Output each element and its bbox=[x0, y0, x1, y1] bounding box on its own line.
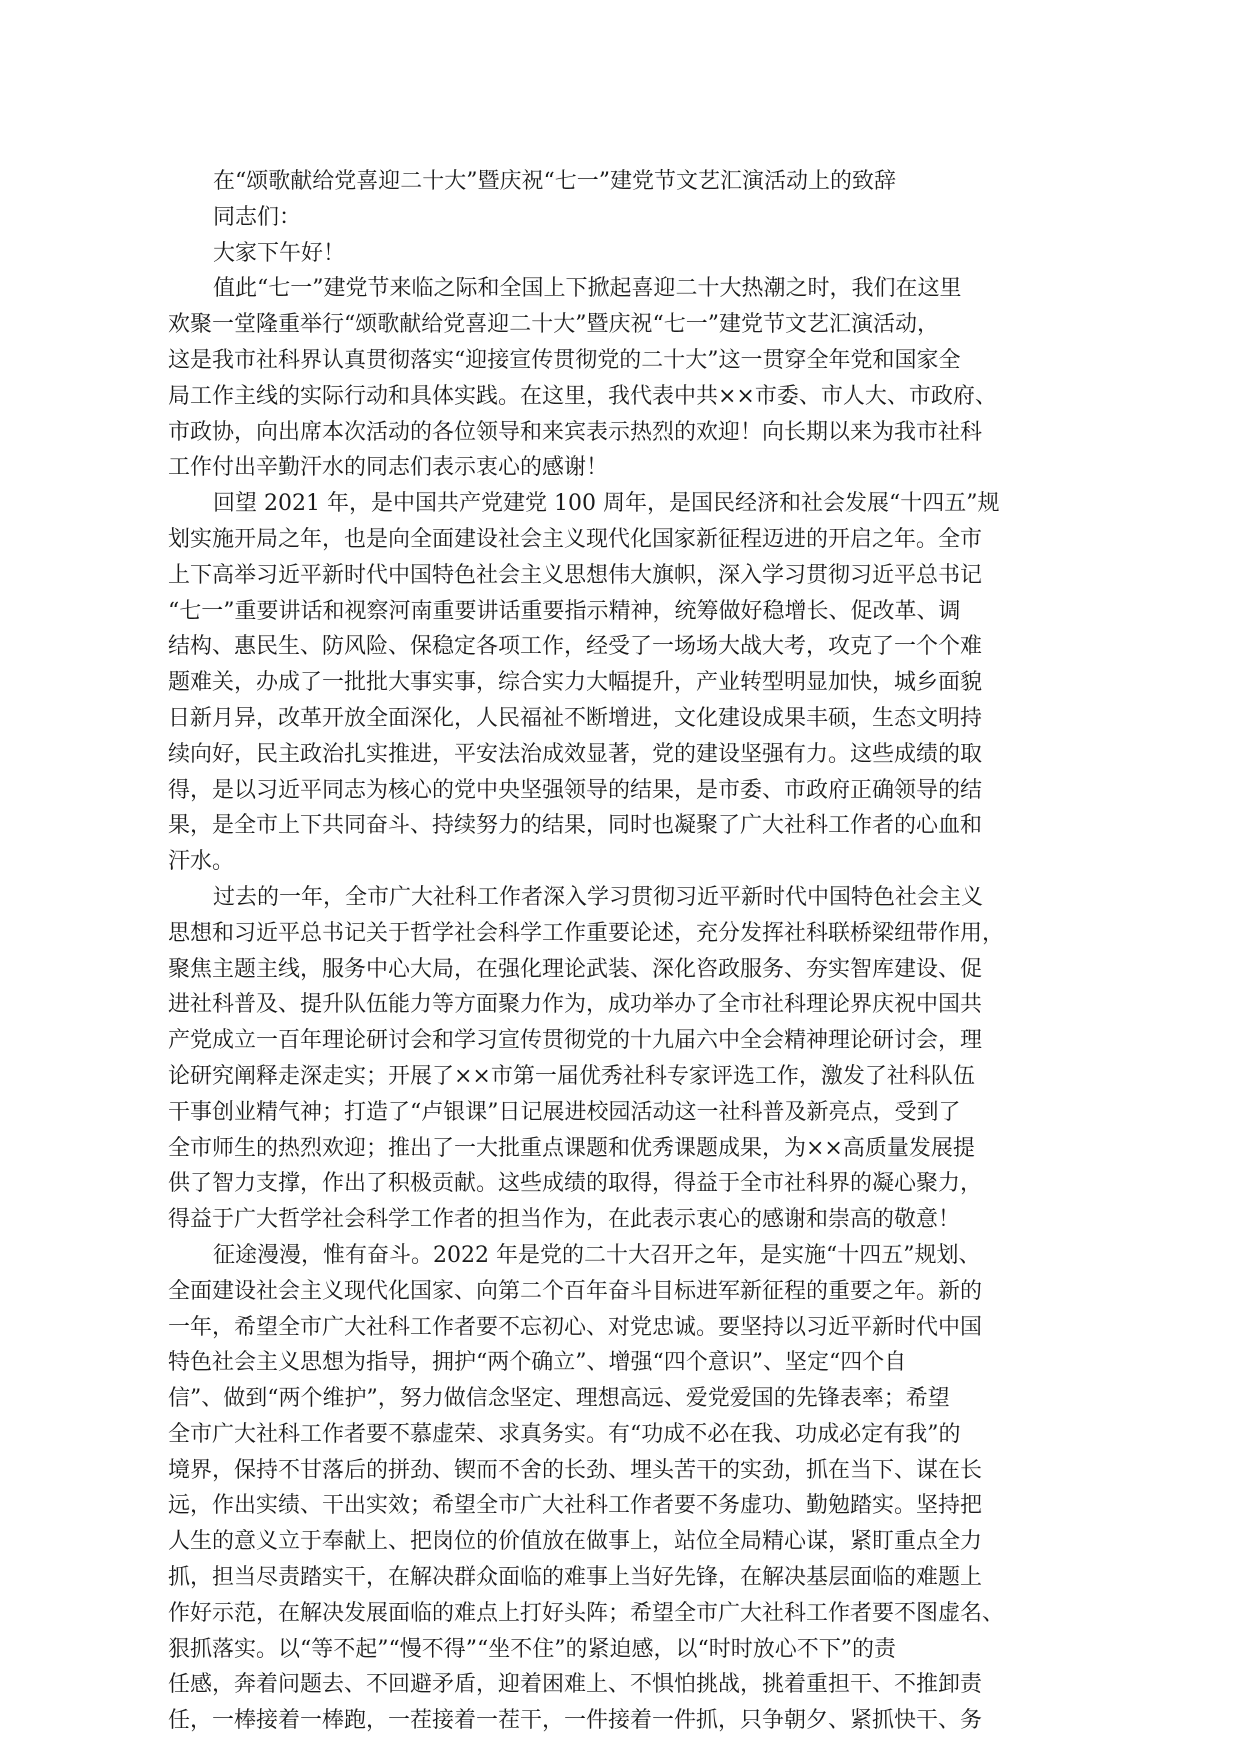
paragraph bbox=[168, 880, 1076, 1238]
paragraph-line: 果，是全市上下共同奋斗、持续努力的结果，同时也凝聚了广大社科工作者的心血和 bbox=[168, 813, 983, 839]
paragraph bbox=[168, 271, 1076, 486]
paragraph-line: 人生的意义立于奉献上、把岗位的价值放在做事上，站位全局精心谋，紧盯重点全力 bbox=[168, 1529, 983, 1555]
paragraph-line: 题难关，办成了一批批大事实事，综合实力大幅提升，产业转型明显加快，城乡面貌 bbox=[168, 670, 983, 696]
paragraph-line: 供了智力支撑，作出了积极贡献。这些成绩的取得，得益于全市社科界的凝心聚力， bbox=[168, 1171, 983, 1197]
paragraph-line: 过去的一年，全市广大社科工作者深入学习贯彻习近平新时代中国特色社会主义 bbox=[213, 884, 984, 910]
paragraph-line: 得，是以习近平同志为核心的党中央坚强领导的结果，是市委、市政府正确领导的结 bbox=[168, 777, 983, 803]
paragraph-line: 值此“七一”建党节来临之际和全国上下掀起喜迎二十大热潮之时，我们在这里 bbox=[213, 276, 962, 302]
paragraph-line: 信”、做到“两个维护”，努力做信念坚定、理想高远、爱党爱国的先锋表率；希望 bbox=[168, 1386, 950, 1412]
paragraph-line: 上下高举习近平新时代中国特色社会主义思想伟大旗帜，深入学习贯彻习近平总书记 bbox=[168, 562, 983, 588]
paragraph-line: 局工作主线的实际行动和具体实践。在这里，我代表中共××市委、市人大、市政府、 bbox=[168, 383, 997, 409]
paragraph-line: 聚焦主题主线，服务中心大局，在强化理论武装、深化咨政服务、夯实智库建设、促 bbox=[168, 956, 983, 982]
salutation: 同志们： bbox=[213, 204, 302, 230]
paragraph-line: 全面建设社会主义现代化国家、向第二个百年奋斗目标进军新征程的重要之年。新的 bbox=[168, 1278, 983, 1304]
paragraph bbox=[168, 1238, 1076, 1739]
paragraph-line: 续向好，民主政治扎实推进，平安法治成效显著，党的建设坚强有力。这些成绩的取 bbox=[168, 741, 983, 767]
paragraph-line: 思想和习近平总书记关于哲学社会科学工作重要论述，充分发挥社科联桥梁纽带作用， bbox=[168, 920, 1005, 946]
paragraph-line: “七一”重要讲话和视察河南重要讲话重要指示精神，统筹做好稳增长、促改革、调 bbox=[168, 598, 961, 624]
paragraph-line: 干事创业精气神；打造了“卢银课”日记展进校园活动这一社科普及新亮点，受到了 bbox=[168, 1099, 961, 1125]
document-body bbox=[168, 164, 1076, 1739]
greeting: 大家下午好！ bbox=[213, 240, 346, 266]
paragraph-line: 作好示范，在解决发展面临的难点上打好头阵；希望全市广大社科工作者要不图虚名、 bbox=[168, 1600, 1005, 1626]
paragraphs-container bbox=[168, 271, 1076, 1739]
document-title: 在“颂歌献给党喜迎二十大”暨庆祝“七一”建党节文艺汇演活动上的致辞 bbox=[213, 169, 896, 194]
paragraph-line: 任，一棒接着一棒跑，一茬接着一茬干，一件接着一件抓，只争朝夕、紧抓快干、务 bbox=[168, 1708, 983, 1734]
paragraph-line: 抓，担当尽责踏实干，在解决群众面临的难事上当好先锋，在解决基层面临的难题上 bbox=[168, 1565, 983, 1591]
paragraph-line: 产党成立一百年理论研讨会和学习宣传贯彻党的十九届六中全会精神理论研讨会，理 bbox=[168, 1028, 983, 1054]
paragraph-line: 汗水。 bbox=[168, 849, 235, 875]
paragraph-line: 这是我市社科界认真贯彻落实“迎接宣传贯彻党的二十大”这一贯穿全年党和国家全 bbox=[168, 347, 961, 373]
paragraph-line: 特色社会主义思想为指导，拥护“两个确立”、增强“四个意识”、坚定“四个自 bbox=[168, 1350, 907, 1376]
paragraph-line: 全市师生的热烈欢迎；推出了一大批重点课题和优秀课题成果，为××高质量发展提 bbox=[168, 1135, 975, 1161]
paragraph-line: 划实施开局之年，也是向全面建设社会主义现代化国家新征程迈进的开启之年。全市 bbox=[168, 526, 983, 552]
paragraph-line: 回望 2021 年，是中国共产党建党 100 周年，是国民经济和社会发展“十四五”规 bbox=[213, 491, 1000, 517]
paragraph bbox=[168, 486, 1076, 880]
paragraph-line: 一年，希望全市广大社科工作者要不忘初心、对党忠诚。要坚持以习近平新时代中国 bbox=[168, 1314, 983, 1340]
paragraph-line: 欢聚一堂隆重举行“颂歌献给党喜迎二十大”暨庆祝“七一”建党节文艺汇演活动， bbox=[168, 312, 939, 338]
paragraph-line: 征途漫漫，惟有奋斗。2022 年是党的二十大召开之年，是实施“十四五”规划、 bbox=[213, 1242, 981, 1268]
paragraph-line: 任感，奔着问题去、不回避矛盾，迎着困难上、不惧怕挑战，挑着重担干、不推卸责 bbox=[168, 1672, 983, 1698]
paragraph-line: 市政协，向出席本次活动的各位领导和来宾表示热烈的欢迎！向长期以来为我市社科 bbox=[168, 419, 983, 445]
paragraph-line: 全市广大社科工作者要不慕虚荣、求真务实。有“功成不必在我、功成必定有我”的 bbox=[168, 1421, 961, 1447]
paragraph-line: 境界，保持不甘落后的拼劲、锲而不舍的长劲、埋头苦干的实劲，抓在当下、谋在长 bbox=[168, 1457, 983, 1483]
paragraph-line: 工作付出辛勤汗水的同志们表示衷心的感谢！ bbox=[168, 455, 609, 481]
paragraph-line: 结构、惠民生、防风险、保稳定各项工作，经受了一场场大战大考，攻克了一个个难 bbox=[168, 634, 983, 660]
paragraph-line: 得益于广大哲学社会科学工作者的担当作为，在此表示衷心的感谢和崇高的敬意！ bbox=[168, 1207, 961, 1233]
paragraph-line: 日新月异，改革开放全面深化，人民福祉不断增进，文化建设成果丰硕，生态文明持 bbox=[168, 705, 983, 731]
paragraph-line: 论研究阐释走深走实；开展了××市第一届优秀社科专家评选工作，激发了社科队伍 bbox=[168, 1063, 975, 1089]
paragraph-line: 远，作出实绩、干出实效；希望全市广大社科工作者要不务虚功、勤勉踏实。坚持把 bbox=[168, 1493, 983, 1519]
paragraph-line: 进社科普及、提升队伍能力等方面聚力作为，成功举办了全市社科理论界庆祝中国共 bbox=[168, 992, 983, 1018]
paragraph-line: 狠抓落实。以“等不起”“慢不得”“坐不住”的紧迫感，以“时时放心不下”的责 bbox=[168, 1636, 896, 1662]
